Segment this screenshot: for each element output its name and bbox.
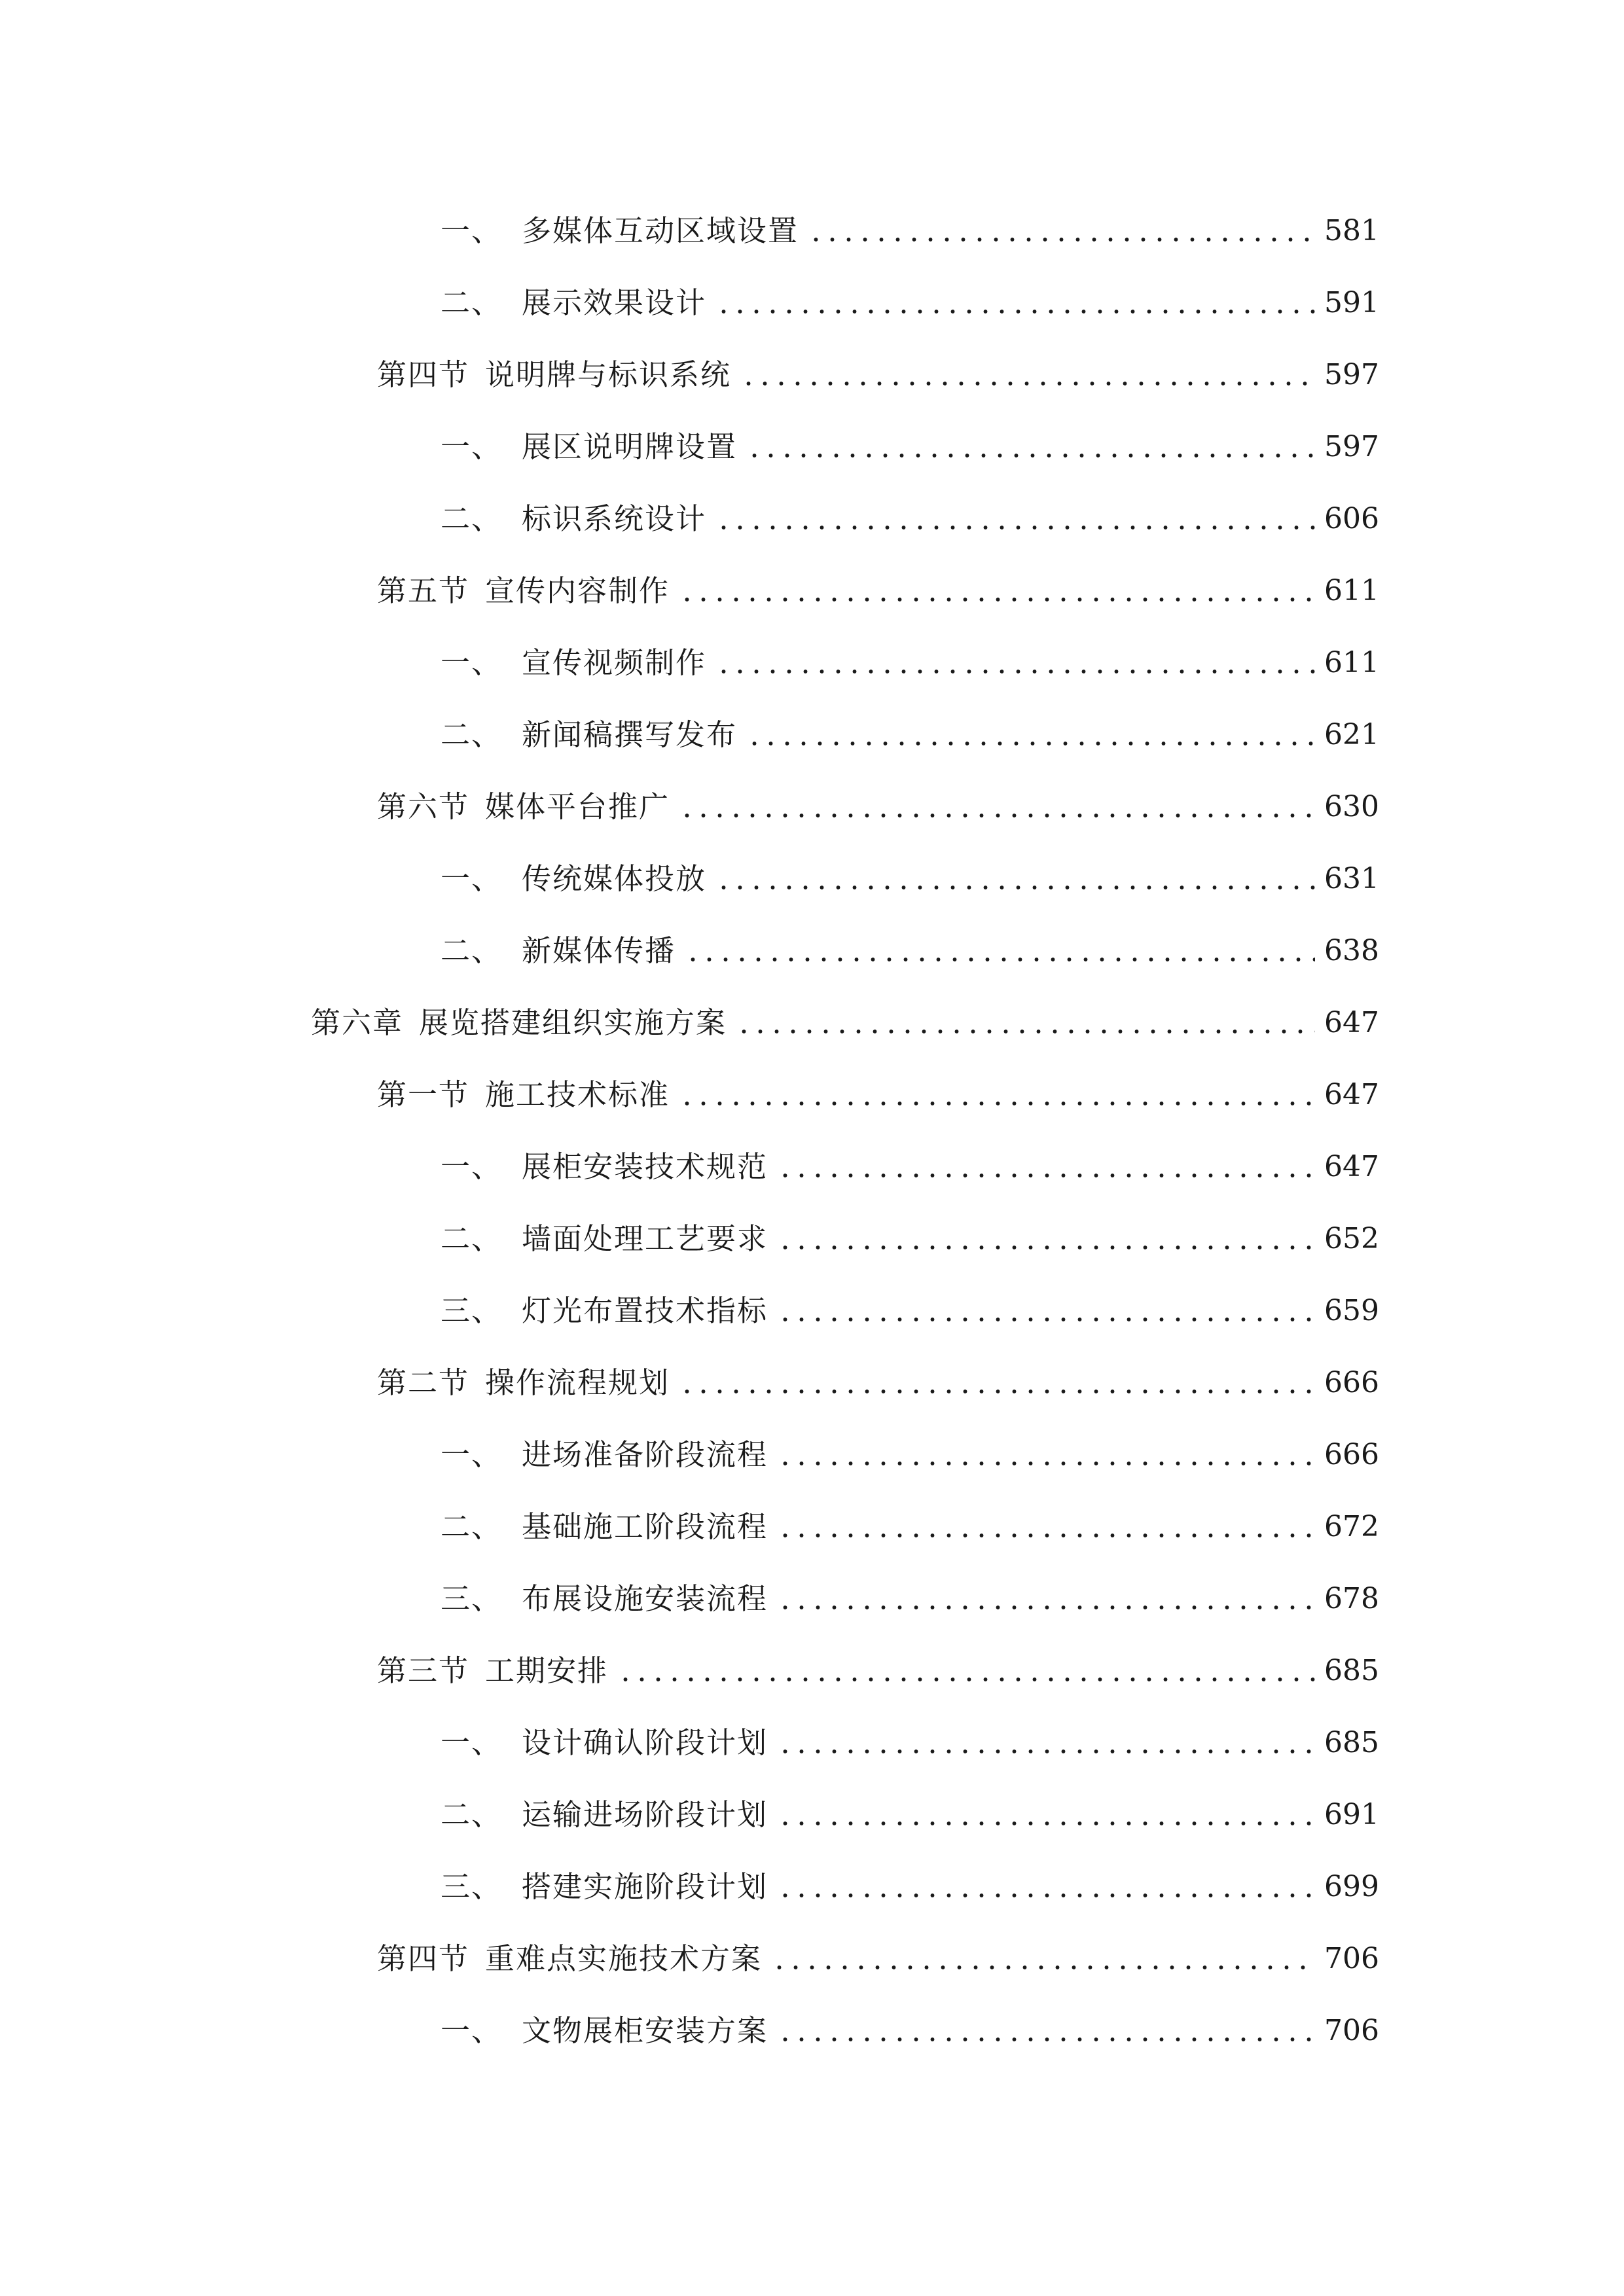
- toc-entry-title: 展示效果设计: [522, 285, 707, 320]
- dot-leader: [777, 1532, 1315, 1539]
- toc-entry-number: 一、: [441, 1437, 503, 1472]
- toc-entry-number: 第五节: [377, 573, 470, 608]
- toc-entry-number: 二、: [441, 717, 503, 752]
- toc-entry-number: 第六节: [377, 789, 470, 824]
- toc-entry-title: 说明牌与标识系统: [485, 357, 732, 392]
- toc-entry-number: 三、: [441, 1869, 503, 1904]
- toc-entry-title: 搭建实施阶段计划: [522, 1869, 768, 1904]
- toc-entry-title: 展柜安装技术规范: [522, 1149, 768, 1184]
- dot-leader: [617, 1676, 1315, 1683]
- toc-entry-title: 灯光布置技术指标: [522, 1293, 768, 1328]
- toc-entry-title: 重难点实施技术方案: [485, 1941, 763, 1976]
- toc-entry[interactable]: [441, 1501, 1379, 1553]
- toc-entry[interactable]: [441, 1429, 1379, 1481]
- toc-entry-title: 工期安排: [485, 1653, 609, 1688]
- toc-entry[interactable]: [441, 1213, 1379, 1265]
- toc-entry[interactable]: [441, 709, 1379, 761]
- dot-leader: [777, 1460, 1315, 1467]
- toc-entry-number: 第一节: [377, 1077, 470, 1112]
- toc-entry-title: 墙面处理工艺要求: [522, 1221, 768, 1256]
- dot-leader: [740, 380, 1315, 387]
- dot-leader: [771, 1964, 1315, 1971]
- dot-leader: [808, 236, 1315, 243]
- toc-entry-title: 文物展柜安装方案: [522, 2013, 768, 2048]
- toc-entry-page-number: 630: [1324, 790, 1379, 823]
- dot-leader: [777, 1244, 1315, 1251]
- dot-leader: [715, 308, 1315, 315]
- dot-leader: [685, 956, 1315, 963]
- toc-entry-number: 第三节: [377, 1653, 470, 1688]
- toc-entry[interactable]: [441, 1717, 1379, 1769]
- toc-entry-number: 二、: [441, 933, 503, 968]
- dot-leader: [777, 2036, 1315, 2043]
- toc-entry-page-number: 685: [1324, 1726, 1379, 1759]
- toc-entry-page-number: 621: [1324, 718, 1379, 751]
- toc-entry-number: 第四节: [377, 357, 470, 392]
- dot-leader: [715, 668, 1315, 675]
- toc-entry-number: 一、: [441, 645, 503, 680]
- toc-entry[interactable]: [441, 493, 1379, 545]
- toc-entry[interactable]: [441, 1573, 1379, 1625]
- toc-entry-number: 第二节: [377, 1365, 470, 1400]
- dot-leader: [715, 884, 1315, 891]
- toc-entry-page-number: 597: [1324, 430, 1379, 463]
- dot-leader: [777, 1316, 1315, 1323]
- toc-entry[interactable]: [441, 637, 1379, 689]
- toc-entry[interactable]: [441, 1789, 1379, 1841]
- toc-entry[interactable]: [441, 421, 1379, 473]
- toc-entry[interactable]: [377, 349, 1379, 401]
- dot-leader: [679, 1100, 1315, 1107]
- toc-entry[interactable]: [311, 997, 1379, 1049]
- toc-entry-title: 运输进场阶段计划: [522, 1797, 768, 1832]
- toc-entry-title: 传统媒体投放: [522, 861, 707, 896]
- dot-leader: [715, 524, 1315, 531]
- toc-entry-number: 三、: [441, 1581, 503, 1616]
- toc-entry-title: 展区说明牌设置: [522, 429, 738, 464]
- toc-entry-page-number: 647: [1324, 1150, 1379, 1183]
- dot-leader: [777, 1172, 1315, 1179]
- toc-entry-number: 二、: [441, 1509, 503, 1544]
- toc-entry-page-number: 672: [1324, 1510, 1379, 1543]
- toc-entry[interactable]: [441, 1861, 1379, 1913]
- dot-leader: [679, 596, 1315, 603]
- toc-entry-page-number: 611: [1324, 574, 1379, 607]
- toc-entry-page-number: 647: [1324, 1078, 1379, 1111]
- dot-leader: [777, 1892, 1315, 1899]
- toc-entry-page-number: 638: [1324, 934, 1379, 967]
- toc-entry[interactable]: [377, 781, 1379, 833]
- toc-entry[interactable]: [441, 1141, 1379, 1193]
- toc-entry[interactable]: [441, 1285, 1379, 1337]
- toc-entry[interactable]: [377, 1645, 1379, 1697]
- toc-entry-title: 设计确认阶段计划: [522, 1725, 768, 1760]
- toc-entry[interactable]: [441, 853, 1379, 905]
- dot-leader: [679, 812, 1315, 819]
- toc-entry-number: 一、: [441, 1149, 503, 1184]
- toc-entry-page-number: 606: [1324, 502, 1379, 535]
- toc-entry-page-number: 611: [1324, 646, 1379, 679]
- toc-entry-number: 第四节: [377, 1941, 470, 1976]
- toc-entry[interactable]: [377, 1357, 1379, 1409]
- toc-entry[interactable]: [441, 205, 1379, 257]
- toc-entry-page-number: 652: [1324, 1222, 1379, 1255]
- toc-entry-number: 一、: [441, 213, 503, 248]
- toc-entry-title: 施工技术标准: [485, 1077, 670, 1112]
- toc-entry-title: 宣传视频制作: [522, 645, 707, 680]
- toc-entry-title: 多媒体互动区域设置: [522, 213, 799, 248]
- toc-entry-title: 操作流程规划: [485, 1365, 670, 1400]
- toc-entry-number: 第六章: [311, 1005, 404, 1040]
- toc-entry-page-number: 678: [1324, 1582, 1379, 1615]
- toc-entry-title: 标识系统设计: [522, 501, 707, 536]
- dot-leader: [746, 740, 1315, 747]
- toc-entry-page-number: 685: [1324, 1654, 1379, 1687]
- toc-entry-page-number: 706: [1324, 1942, 1379, 1975]
- dot-leader: [777, 1748, 1315, 1755]
- toc-entry-page-number: 597: [1324, 358, 1379, 391]
- toc-entry-number: 二、: [441, 501, 503, 536]
- toc-entry-number: 二、: [441, 285, 503, 320]
- toc-entry[interactable]: [377, 1933, 1379, 1985]
- dot-leader: [746, 452, 1315, 459]
- toc-entry-title: 布展设施安装流程: [522, 1581, 768, 1616]
- dot-leader: [777, 1820, 1315, 1827]
- dot-leader: [777, 1604, 1315, 1611]
- toc-entry-page-number: 659: [1324, 1294, 1379, 1327]
- toc-entry-title: 基础施工阶段流程: [522, 1509, 768, 1544]
- toc-entry-page-number: 591: [1324, 286, 1379, 319]
- toc-entry-number: 一、: [441, 1725, 503, 1760]
- toc-entry-page-number: 666: [1324, 1438, 1379, 1471]
- toc-entry-title: 进场准备阶段流程: [522, 1437, 768, 1472]
- toc-entry[interactable]: [441, 277, 1379, 329]
- toc-entry-title: 媒体平台推广: [485, 789, 670, 824]
- toc-entry[interactable]: [441, 2005, 1379, 2057]
- toc-entry-number: 一、: [441, 2013, 503, 2048]
- toc-entry-page-number: 691: [1324, 1798, 1379, 1831]
- toc-entry[interactable]: [441, 925, 1379, 977]
- toc-entry-number: 二、: [441, 1797, 503, 1832]
- toc-entry-title: 新闻稿撰写发布: [522, 717, 738, 752]
- toc-entry[interactable]: [377, 1069, 1379, 1121]
- toc-entry-page-number: 581: [1324, 214, 1379, 247]
- toc-entry-title: 展览搭建组织实施方案: [419, 1005, 727, 1040]
- toc-entry-page-number: 706: [1324, 2014, 1379, 2047]
- toc-entry-page-number: 647: [1324, 1006, 1379, 1039]
- toc-entry-page-number: 631: [1324, 862, 1379, 895]
- toc-entry-title: 宣传内容制作: [485, 573, 670, 608]
- dot-leader: [679, 1388, 1315, 1395]
- toc-entry-number: 一、: [441, 429, 503, 464]
- toc-entry-number: 二、: [441, 1221, 503, 1256]
- toc-entry[interactable]: [377, 565, 1379, 617]
- toc-entry-number: 一、: [441, 861, 503, 896]
- toc-entry-page-number: 666: [1324, 1366, 1379, 1399]
- toc-entry-title: 新媒体传播: [522, 933, 676, 968]
- toc-entry-page-number: 699: [1324, 1870, 1379, 1903]
- dot-leader: [736, 1028, 1315, 1035]
- toc-entry-number: 三、: [441, 1293, 503, 1328]
